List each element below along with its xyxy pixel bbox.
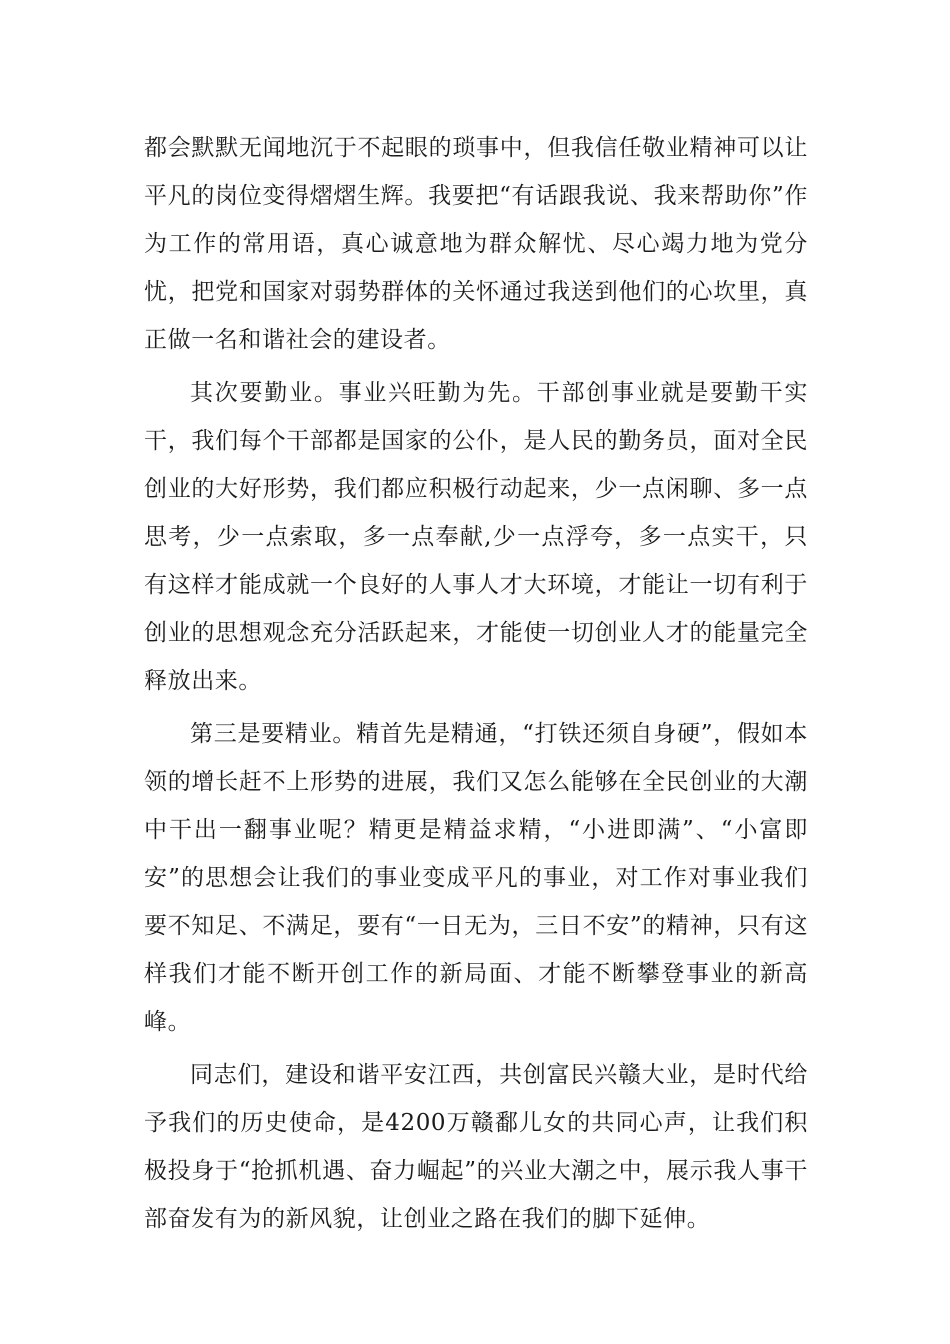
paragraph-diligence: 其次要勤业。事业兴旺勤为先。干部创事业就是要勤干实干，我们每个干部都是国家的公仆，是人民的勤务员，面对全民创业的大好形势，我们都应积极行动起来，少一点闲聊、多一点思考，少一点索取，多一点奉献,少一点浮夸，多一点实干，只有这样才能成就一个良好的人事人才大环境，才能让一切有利于创业的思想观念充分活跃起来，才能使一切创业人才的能量完全释放出来。 [144,380,808,694]
paragraph-excellence: 第三是要精业。精首先是精通，“打铁还须自身硬”，假如本领的增长赶不上形势的进展，我们又怎么能够在全民创业的大潮中干出一翻事业呢？精更是精益求精，“小进即满”、“小富即安”的思想会让我们的事业变成平凡的事业，对工作对事业我们要不知足、不满足，要有“一日无为，三日不安”的精神，只有这样我们才能不断开创工作的新局面、才能不断攀登事业的新高峰。 [144,721,808,1035]
document-body [144,124,808,1243]
paragraph-closing: 同志们，建设和谐平安江西，共创富民兴赣大业，是时代给予我们的历史使命，是4200万赣鄱儿女的共同心声，让我们积极投身于“抢抓机遇、奋力崛起”的兴业大潮之中，展示我人事干部奋发有为的新风貌，让创业之路在我们的脚下延伸。 [144,1062,808,1232]
paragraph-continuation: 都会默默无闻地沉于不起眼的琐事中，但我信任敬业精神可以让平凡的岗位变得熠熠生辉。我要把“有话跟我说、我来帮助你”作为工作的常用语，真心诚意地为群众解忧、尽心竭力地为党分忧，把党和国家对弱势群体的关怀通过我送到他们的心坎里，真正做一名和谐社会的建设者。 [144,135,808,353]
